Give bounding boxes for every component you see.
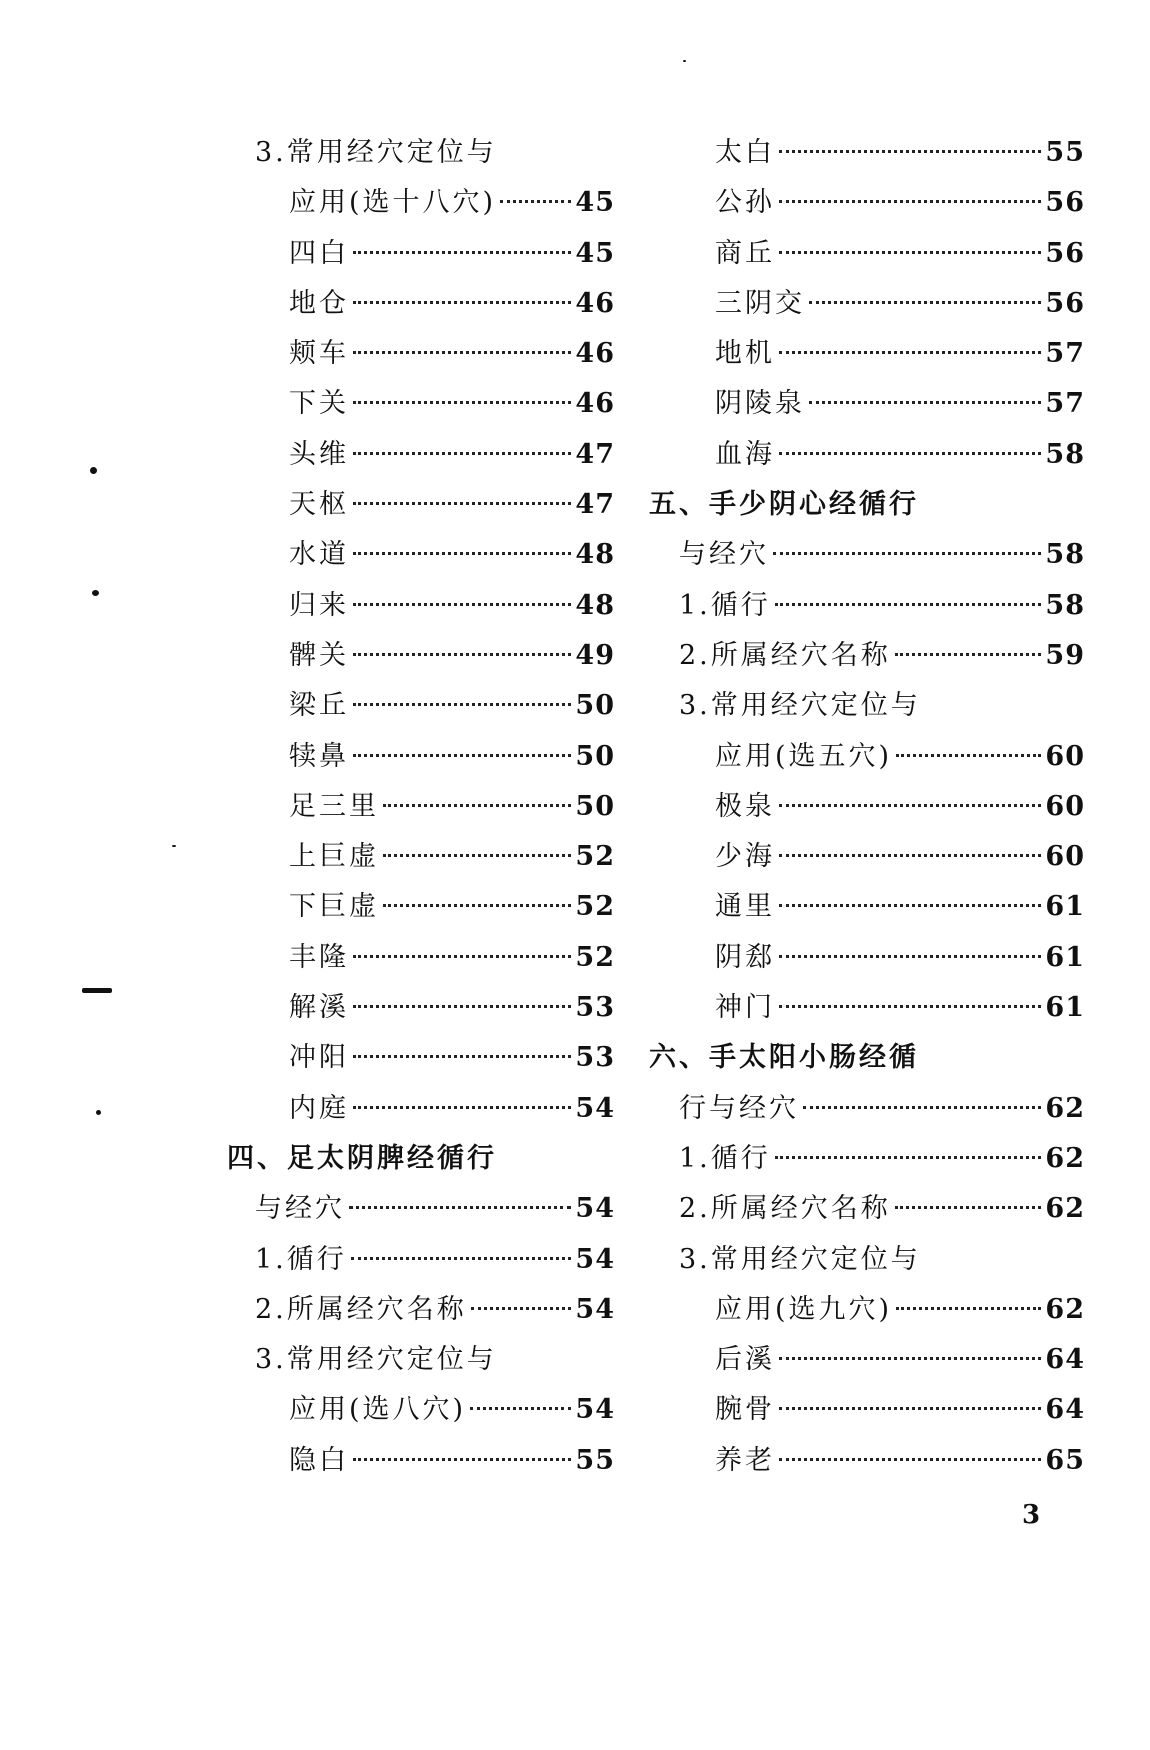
toc-entry-page: 60 (1045, 841, 1085, 873)
toc-entry-page: 53 (575, 1042, 615, 1074)
toc-entry-page: 47 (575, 489, 615, 521)
scan-speck (172, 845, 176, 847)
toc-entry (715, 430, 1085, 480)
toc-entry (255, 379, 615, 429)
toc-entry (679, 631, 1085, 681)
dot-leader (353, 1005, 571, 1008)
toc-entry-label: 丰隆 (289, 941, 349, 973)
dot-leader (779, 452, 1041, 455)
toc-entry-page: 52 (575, 841, 615, 873)
toc-entry-label: 养老 (715, 1444, 775, 1476)
scan-speck (82, 988, 112, 993)
dot-leader (779, 1407, 1041, 1410)
toc-entry-label: 内庭 (289, 1092, 349, 1124)
toc-entry-page: 49 (575, 639, 615, 671)
toc-entry (715, 933, 1085, 983)
toc-entry-page: 60 (1045, 790, 1085, 822)
toc-entry-page: 62 (1045, 1092, 1085, 1124)
toc-entry-page: 48 (575, 539, 615, 571)
toc-entry (255, 1335, 615, 1385)
dot-leader (779, 854, 1041, 857)
toc-entry-page: 53 (575, 992, 615, 1024)
toc-entry-page: 56 (1045, 237, 1085, 269)
toc-entry (715, 279, 1085, 329)
toc-entry-label: 3.常用经穴定位与 (679, 1243, 921, 1275)
toc-entry-label: 隐白 (289, 1444, 349, 1476)
toc-entry-label: 上巨虚 (289, 841, 379, 873)
toc-entry (715, 128, 1085, 178)
dot-leader (353, 452, 571, 455)
toc-entry-label: 商丘 (715, 237, 775, 269)
dot-leader (773, 552, 1041, 555)
toc-entry (649, 1033, 1085, 1083)
toc-entry-label: 与经穴 (255, 1193, 345, 1225)
toc-entry-page: 52 (575, 941, 615, 973)
toc-entry (679, 581, 1085, 631)
toc-entry-label: 3.常用经穴定位与 (255, 1344, 497, 1376)
dot-leader (383, 804, 571, 807)
toc-entry-label: 足三里 (289, 790, 379, 822)
toc-entry-page: 58 (1045, 539, 1085, 571)
toc-entry-label: 犊鼻 (289, 740, 349, 772)
toc-entry-page: 57 (1045, 388, 1085, 420)
toc-entry (255, 681, 615, 731)
toc-entry-label: 阴陵泉 (715, 388, 805, 420)
toc-entry-label: 1.循行 (255, 1243, 347, 1275)
toc-entry (255, 782, 615, 832)
dot-leader (353, 703, 571, 706)
toc-entry-page: 61 (1045, 891, 1085, 923)
dot-leader (809, 301, 1041, 304)
toc-entry-page: 46 (575, 287, 615, 319)
toc-entry-label: 水道 (289, 539, 349, 571)
dot-leader (779, 804, 1041, 807)
dot-leader (353, 1458, 571, 1461)
toc-right-column (649, 128, 1085, 1486)
dot-leader (353, 351, 571, 354)
toc-entry (255, 329, 615, 379)
toc-entry-label: 3.常用经穴定位与 (255, 137, 497, 168)
toc-entry-page: 56 (1045, 287, 1085, 319)
dot-leader (471, 1307, 572, 1310)
dot-leader (353, 653, 571, 656)
toc-entry-label: 3.常用经穴定位与 (679, 690, 921, 722)
dot-leader (779, 1005, 1041, 1008)
toc-entry-label: 解溪 (289, 992, 349, 1024)
toc-entry-label: 五、手少阴心经循行 (649, 489, 919, 521)
dot-leader (353, 603, 571, 606)
toc-entry-label: 腕骨 (715, 1394, 775, 1426)
dot-leader (353, 1106, 571, 1109)
dot-leader (351, 1257, 572, 1260)
toc-entry (255, 229, 615, 279)
toc-left-column (227, 128, 615, 1486)
toc-entry-label: 六、手太阳小肠经循 (649, 1042, 919, 1074)
dot-leader (896, 1307, 1041, 1310)
toc-entry-label: 阴郄 (715, 941, 775, 973)
dot-leader (353, 502, 571, 505)
toc-entry (679, 1235, 1085, 1285)
toc-entry-label: 2.所属经穴名称 (679, 1193, 891, 1225)
toc-entry-label: 1.循行 (679, 1142, 771, 1174)
toc-entry (255, 279, 615, 329)
toc-entry-label: 三阴交 (715, 287, 805, 319)
scan-speck (683, 60, 686, 62)
dot-leader (779, 150, 1041, 153)
toc-entry (715, 732, 1085, 782)
toc-entry-page: 60 (1045, 740, 1085, 772)
toc-entry-page: 58 (1045, 438, 1085, 470)
dot-leader (383, 854, 571, 857)
dot-leader (779, 904, 1041, 907)
toc-entry (227, 1134, 615, 1184)
toc-entry (255, 1235, 615, 1285)
toc-entry-label: 与经穴 (679, 539, 769, 571)
toc-entry-page: 50 (575, 690, 615, 722)
toc-entry (255, 933, 615, 983)
toc-entry-page: 54 (575, 1293, 615, 1325)
toc-entry-label: 髀关 (289, 639, 349, 671)
toc-entry (715, 379, 1085, 429)
dot-leader (779, 251, 1041, 254)
toc-entry (715, 1285, 1085, 1335)
toc-entry-label: 太白 (715, 137, 775, 168)
toc-entry-page: 62 (1045, 1193, 1085, 1225)
toc-entry-page: 50 (575, 790, 615, 822)
toc-entry-label: 应用(选九穴) (715, 1293, 893, 1325)
dot-leader (775, 603, 1042, 606)
dot-leader (775, 1156, 1042, 1159)
toc-entry (679, 681, 1085, 731)
toc-entry-label: 公孙 (715, 187, 775, 219)
toc-entry-page: 45 (575, 187, 615, 219)
toc-entry-page: 50 (575, 740, 615, 772)
toc-entry (715, 1385, 1085, 1435)
toc-entry (255, 882, 615, 932)
toc-entry-label: 四白 (289, 237, 349, 269)
dot-leader (895, 1206, 1042, 1209)
toc-entry (255, 178, 615, 228)
dot-leader (353, 301, 571, 304)
scan-speck (92, 590, 99, 596)
toc-entry-label: 颊车 (289, 338, 349, 370)
toc-entry-label: 应用(选五穴) (715, 740, 893, 772)
toc-entry-label: 冲阳 (289, 1042, 349, 1074)
toc-entry-page: 48 (575, 589, 615, 621)
toc-entry-page: 57 (1045, 338, 1085, 370)
toc-entry-label: 应用(选八穴) (289, 1394, 467, 1426)
page-number: 3 (1022, 1500, 1041, 1530)
dot-leader (779, 1357, 1041, 1360)
toc-entry-page: 54 (575, 1243, 615, 1275)
toc-entry-label: 下关 (289, 388, 349, 420)
dot-leader (353, 251, 571, 254)
toc-entry (255, 732, 615, 782)
dot-leader (896, 754, 1041, 757)
toc-entry-label: 下巨虚 (289, 891, 379, 923)
toc-entry (255, 1033, 615, 1083)
toc-entry (255, 430, 615, 480)
toc-entry (715, 229, 1085, 279)
toc-entry-page: 64 (1045, 1394, 1085, 1426)
dot-leader (470, 1407, 571, 1410)
toc-entry-label: 血海 (715, 438, 775, 470)
dot-leader (353, 754, 571, 757)
dot-leader (353, 401, 571, 404)
dot-leader (779, 200, 1041, 203)
toc-entry-page: 62 (1045, 1293, 1085, 1325)
toc-entry-page: 61 (1045, 992, 1085, 1024)
toc-entry-label: 梁丘 (289, 690, 349, 722)
toc-entry-label: 归来 (289, 589, 349, 621)
toc-entry-page: 45 (575, 237, 615, 269)
scan-speck (90, 467, 97, 474)
toc-entry-page: 46 (575, 338, 615, 370)
toc-entry-page: 56 (1045, 187, 1085, 219)
toc-entry (255, 832, 615, 882)
toc-entry-label: 极泉 (715, 790, 775, 822)
toc-entry (679, 1084, 1085, 1134)
dot-leader (779, 1458, 1041, 1461)
toc-entry-page: 62 (1045, 1142, 1085, 1174)
dot-leader (353, 1055, 571, 1058)
toc-entry-label: 通里 (715, 891, 775, 923)
toc-entry (255, 1436, 615, 1486)
toc-entry-page: 54 (575, 1092, 615, 1124)
toc-entry (715, 178, 1085, 228)
toc-entry (255, 631, 615, 681)
toc-entry-label: 2.所属经穴名称 (679, 639, 891, 671)
toc-entry (255, 480, 615, 530)
toc-entry (715, 983, 1085, 1033)
toc-entry (715, 1335, 1085, 1385)
toc-entry (255, 128, 615, 178)
scan-speck (96, 1110, 101, 1115)
toc-entry-label: 四、足太阴脾经循行 (227, 1142, 497, 1174)
toc-entry-page: 64 (1045, 1344, 1085, 1376)
toc-entry-page: 59 (1045, 639, 1085, 671)
toc-entry-page: 46 (575, 388, 615, 420)
toc-entry (255, 1084, 615, 1134)
toc-entry-label: 地仓 (289, 287, 349, 319)
dot-leader (779, 955, 1041, 958)
dot-leader (500, 200, 571, 203)
toc-entry-label: 地机 (715, 338, 775, 370)
dot-leader (353, 552, 571, 555)
toc-entry (679, 530, 1085, 580)
toc-entry-page: 52 (575, 891, 615, 923)
toc-entry (255, 1385, 615, 1435)
toc-entry (679, 1184, 1085, 1234)
toc-entry-page: 47 (575, 438, 615, 470)
dot-leader (353, 955, 571, 958)
toc-entry (255, 983, 615, 1033)
toc-entry-page: 54 (575, 1394, 615, 1426)
toc-entry-page: 58 (1045, 589, 1085, 621)
dot-leader (809, 401, 1041, 404)
dot-leader (779, 351, 1041, 354)
toc-entry-label: 2.所属经穴名称 (255, 1293, 467, 1325)
toc-entry (715, 832, 1085, 882)
toc-entry (255, 581, 615, 631)
toc-entry (715, 782, 1085, 832)
toc-entry-page: 55 (575, 1444, 615, 1476)
toc-entry-label: 神门 (715, 992, 775, 1024)
toc-entry-page: 54 (575, 1193, 615, 1225)
dot-leader (383, 904, 571, 907)
dot-leader (895, 653, 1042, 656)
toc-entry-label: 1.循行 (679, 589, 771, 621)
toc-entry-page: 55 (1045, 137, 1085, 168)
toc-entry (255, 530, 615, 580)
toc-entry-page: 65 (1045, 1444, 1085, 1476)
toc-entry (679, 1134, 1085, 1184)
toc-entry-label: 行与经穴 (679, 1092, 799, 1124)
toc-entry-label: 应用(选十八穴) (289, 187, 497, 219)
toc-entry-page: 61 (1045, 941, 1085, 973)
toc-entry (255, 1285, 615, 1335)
dot-leader (349, 1206, 571, 1209)
toc-entry-label: 头维 (289, 438, 349, 470)
toc-entry (715, 329, 1085, 379)
toc-entry (715, 882, 1085, 932)
toc-entry (715, 1436, 1085, 1486)
toc-entry-label: 天枢 (289, 489, 349, 521)
toc-entry-label: 少海 (715, 841, 775, 873)
dot-leader (803, 1106, 1041, 1109)
toc-entry (255, 1184, 615, 1234)
toc-entry (649, 480, 1085, 530)
toc-entry-label: 后溪 (715, 1344, 775, 1376)
